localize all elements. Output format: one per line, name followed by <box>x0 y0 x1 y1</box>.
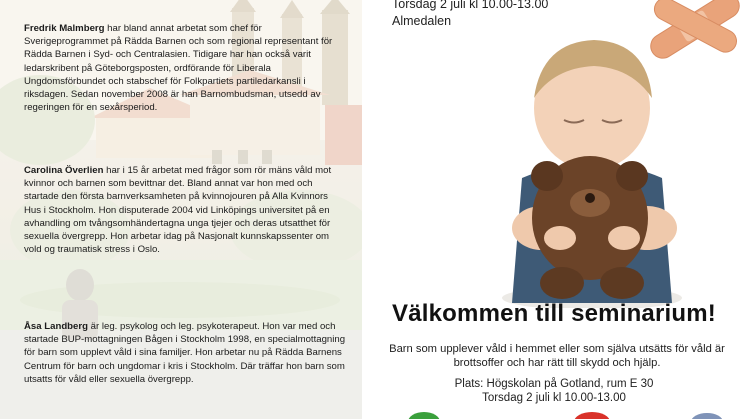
speaker-name: Åsa Landberg <box>24 321 88 332</box>
event-time: Torsdag 2 juli kl 10.00-13.00 <box>482 392 626 404</box>
intro-text: Barn som upplever våld i hemmet eller som själva utsätts för våld är brottsoffer och har rätt till skydd och hjälp. <box>389 343 725 369</box>
bio-carolina-overlien <box>24 164 346 256</box>
bio-asa-landberg <box>24 320 346 386</box>
child-with-teddy-photo <box>482 28 702 308</box>
green-logo-icon <box>408 412 440 419</box>
speaker-description: har bland annat arbetat som chef för Sverigeprogrammet på Rädda Barnen och som regional representant för Rädda Barnen i Syd- och Centralasien. Tidigare har han också varit ledarskribent på Göteborgsposten, ordförande för Liberala Ungdomsförbundet och stabschef för Folkpartiets partiledarkansli i riksdagen. Sedan november 2008 är han Barnombudsman, utsedd av regeringen för en sexårsperiod. <box>24 23 333 114</box>
event-details <box>362 377 746 405</box>
organizer-logos <box>402 408 732 419</box>
speaker-description: har i 15 år arbetat med frågor som rör mäns våld mot kvinnor och barnen som bevittnar det. Bland annat var hon med och startade den första barnverksamheten på kvinnojouren på Alla Kvinnors Hus i Stockholm. Hon disputerade 2004 vid Linköpings universitet på en avhandling om tvångsomhändertagna unga tjejer och deras utsatthet för sexuella övergrepp. Hon arbetar idag på Nasjonalt kunnskapssenter om vold og traumatisk stress i Oslo. <box>24 165 332 256</box>
event-date-top: Torsdag 2 juli kl 10.00-13.00 <box>392 0 549 11</box>
invitation-panel <box>362 0 746 419</box>
speaker-name: Fredrik Malmberg <box>24 23 105 34</box>
speaker-panel <box>0 0 362 419</box>
blue-logo-icon <box>691 413 723 419</box>
red-logo-icon <box>574 412 610 419</box>
event-location: Plats: Högskolan på Gotland, rum E 30 <box>454 378 654 390</box>
event-place-top: Almedalen <box>392 14 452 28</box>
speaker-description: är leg. psykolog och leg. psykoterapeut. Hon var med och startade BUP-mottagningen Bågen i Stockholm 1998, en specialmottagning för barn som upplevt våld i sina familjer. Hon arbetar nu på Rädda Barnens Centrum för barn och ungdomar i kris i Stockholm. Där träffar hon barn som utsatts för våld eller sexuella övergrepp. <box>24 321 346 385</box>
speaker-name: Carolina Överlien <box>24 165 104 176</box>
bio-fredrik-malmberg <box>24 22 346 114</box>
page-title: Välkommen till seminarium! <box>392 300 716 327</box>
